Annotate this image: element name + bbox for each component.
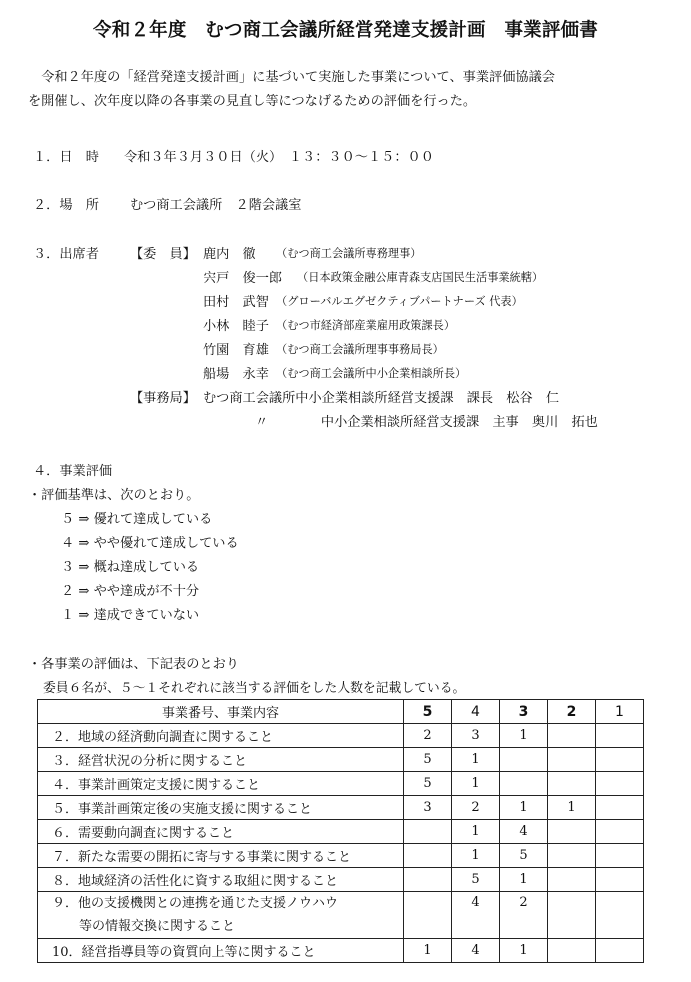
member-affiliation: （むつ市経済部産業雇用政策課長） <box>276 319 456 332</box>
row-score: 5 <box>500 844 548 868</box>
row-score <box>548 772 596 796</box>
row-score: 5 <box>452 868 500 892</box>
row-score: 2 <box>500 892 548 939</box>
row-score: 4 <box>452 939 500 963</box>
criteria-item-2: ２ ⇒ やや達成が不十分 <box>61 584 200 599</box>
row-score <box>548 820 596 844</box>
row-item: ３．経営状況の分析に関すること <box>38 748 404 772</box>
criteria-item-1: １ ⇒ 達成できていない <box>61 608 200 623</box>
row-score <box>548 748 596 772</box>
table-note: 委員６名が、５～１それぞれに該当する評価をした人数を記載している。 <box>43 681 466 696</box>
header-score-2: 2 <box>548 700 596 724</box>
header-score-5: 5 <box>404 700 452 724</box>
row-score <box>404 844 452 868</box>
row-score <box>596 724 644 748</box>
row-score <box>548 892 596 939</box>
row-score <box>596 868 644 892</box>
intro-paragraph <box>28 66 668 114</box>
row-score <box>596 892 644 939</box>
row-item-line-2: 等の情報交換に関すること <box>79 919 236 934</box>
row-score <box>596 844 644 868</box>
criteria-intro: ・評価基準は、次のとおり。 <box>28 488 200 503</box>
member-name: 小林 睦子 <box>203 319 269 334</box>
row-item: ２．地域の経済動向調査に関すること <box>38 724 404 748</box>
member-name: 竹園 育雄 <box>203 343 269 358</box>
row-item <box>38 892 404 939</box>
members-label: 【委 員】 <box>130 247 196 262</box>
member-name: 鹿内 徹 <box>203 247 256 262</box>
place-value: むつ商工会議所 ２階会議室 <box>130 198 302 213</box>
row-item: ５．事業計画策定後の実施支援に関すること <box>38 796 404 820</box>
row-score: 3 <box>404 796 452 820</box>
row-score: 1 <box>500 724 548 748</box>
secretariat-label: 【事務局】 <box>130 391 196 406</box>
row-score: 1 <box>452 772 500 796</box>
row-item-line-1: ９．他の支援機関との連携を通じた支援ノウハウ <box>52 896 339 911</box>
table-row <box>38 748 644 772</box>
row-score <box>404 820 452 844</box>
member-name: 船場 永幸 <box>203 367 269 382</box>
row-score: 4 <box>500 820 548 844</box>
header-score-3: 3 <box>500 700 548 724</box>
row-score <box>548 844 596 868</box>
table-row <box>38 892 644 939</box>
table-row <box>38 939 644 963</box>
table-row <box>38 772 644 796</box>
row-score: 1 <box>452 748 500 772</box>
row-score: 1 <box>452 844 500 868</box>
row-score: 1 <box>500 796 548 820</box>
row-score <box>548 724 596 748</box>
row-score: 1 <box>548 796 596 820</box>
row-score: 3 <box>452 724 500 748</box>
member-name: 宍戸 俊一郎 <box>203 271 283 286</box>
row-score <box>596 748 644 772</box>
member-affiliation: （むつ商工会議所理事事務局長） <box>276 343 444 356</box>
row-item: ６．需要動向調査に関すること <box>38 820 404 844</box>
member-affiliation: （グローバルエグゼクティブパートナーズ 代表） <box>276 295 523 308</box>
row-score: 1 <box>500 939 548 963</box>
criteria-item-3: ３ ⇒ 概ね達成している <box>61 560 200 575</box>
row-item: 10．経営指導員等の資質向上等に関すること <box>38 939 404 963</box>
member-name: 田村 武智 <box>203 295 269 310</box>
date-label: １．日 時 <box>33 150 99 165</box>
secretariat-line-2: 〃 中小企業相談所経営支援課 主事 奥川 拓也 <box>255 415 598 430</box>
row-score: 2 <box>452 796 500 820</box>
row-score: 5 <box>404 772 452 796</box>
criteria-item-5: ５ ⇒ 優れて達成している <box>61 512 213 527</box>
evaluation-table <box>37 699 644 963</box>
row-score <box>596 796 644 820</box>
row-score: 1 <box>500 868 548 892</box>
row-score <box>404 892 452 939</box>
row-item: ４．事業計画策定支援に関すること <box>38 772 404 796</box>
row-score: 1 <box>452 820 500 844</box>
member-affiliation: （日本政策金融公庫青森支店国民生活事業統轄） <box>297 271 544 284</box>
place-label: ２．場 所 <box>33 198 99 213</box>
row-score <box>500 772 548 796</box>
row-score <box>596 939 644 963</box>
row-score: 4 <box>452 892 500 939</box>
evaluation-heading: ４．事業評価 <box>33 464 113 479</box>
row-score: 1 <box>404 939 452 963</box>
table-row <box>38 820 644 844</box>
table-row <box>38 796 644 820</box>
table-row <box>38 724 644 748</box>
table-header-row <box>38 700 644 724</box>
intro-line-1: 令和２年度の「経営発達支援計画」に基づいて実施した事業について、事業評価協議会 <box>41 70 555 85</box>
attendees-label: ３．出席者 <box>33 247 99 262</box>
row-score: 2 <box>404 724 452 748</box>
secretariat-line-1: むつ商工会議所中小企業相談所経営支援課 課長 松谷 仁 <box>203 391 560 406</box>
row-score <box>548 939 596 963</box>
row-score <box>596 772 644 796</box>
row-score <box>596 820 644 844</box>
row-score <box>548 868 596 892</box>
header-item: 事業番号、事業内容 <box>38 700 404 724</box>
header-score-1: 1 <box>596 700 644 724</box>
row-score <box>404 868 452 892</box>
table-intro: ・各事業の評価は、下記表のとおり <box>28 657 239 672</box>
member-affiliation: （むつ商工会議所専務理事） <box>276 247 422 260</box>
criteria-item-4: ４ ⇒ やや優れて達成している <box>61 536 239 551</box>
header-score-4: 4 <box>452 700 500 724</box>
document-title: 令和２年度 むつ商工会議所経営発達支援計画 事業評価書 <box>93 20 598 41</box>
row-item: ７．新たな需要の開拓に寄与する事業に関すること <box>38 844 404 868</box>
table-row <box>38 868 644 892</box>
row-score <box>500 748 548 772</box>
member-affiliation: （むつ商工会議所中小企業相談所長） <box>276 367 467 380</box>
row-item: ８．地域経済の活性化に資する取組に関すること <box>38 868 404 892</box>
date-value: 令和３年３月３０日（火） １３：３０～１５：００ <box>124 150 434 165</box>
table-row <box>38 844 644 868</box>
row-score: 5 <box>404 748 452 772</box>
intro-line-2: を開催し、次年度以降の各事業の見直し等につなげるための評価を行った。 <box>28 94 477 109</box>
